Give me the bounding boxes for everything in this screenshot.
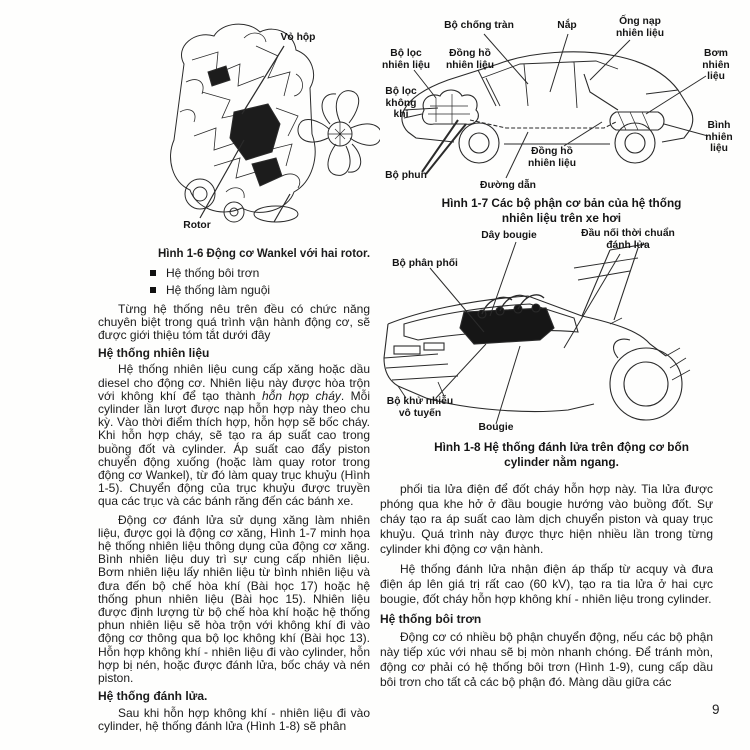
paragraph-fuel-post: . Mỗi cylinder lần lượt được nạp hỗn hợp này theo chu kỳ. Vào thời điểm thích hợp, hỗn hợp sẽ bốc cháy. Khi hỗn hợp cháy, sẽ tạo ra áp suất cao trong buồng đốt và cylinder. Áp suất cao đẩy piston chuyển động xuống (hoặc làm quay rotor trong động cơ Wankel), từ đó làm quay trục khuỷu (Hình 1-5). Chuyển động của trục khuỷu được truyền qua các trục và các bánh răng đến các bánh xe. <box>98 388 370 509</box>
figure-1-6-caption: Hình 1-6 Động cơ Wankel với hai rotor. <box>158 248 371 260</box>
bullet-text: Hệ thống bôi trơn <box>166 266 260 281</box>
square-bullet-icon <box>150 270 156 276</box>
heading-ignition-system: Hệ thống đánh lửa. <box>98 689 208 704</box>
label-dau-noi-thoi-chuan: Đầu nối thời chuẩn đánh lửa <box>581 228 675 251</box>
figure-ignition-system-car <box>378 228 745 478</box>
label-bo-phan-phoi: Bộ phân phối <box>392 258 458 269</box>
figure-1-8-caption <box>378 440 745 469</box>
label-binh-nhien-lieu: Bình nhiên liệu <box>705 120 733 154</box>
label-day-bougie: Dây bougie <box>481 230 537 241</box>
figure-fuel-system-car <box>378 14 745 226</box>
label-nap: Nắp <box>557 20 577 31</box>
page-number: 9 <box>712 702 720 717</box>
label-rotor: Rotor <box>183 220 211 231</box>
label-bougie: Bougie <box>478 422 514 433</box>
label-bo-khu-nhieu: Bộ khử nhiễu vô tuyến <box>386 396 454 419</box>
wankel-engine-drawing <box>156 16 380 246</box>
heading-fuel-system: Hệ thống nhiên liệu <box>98 346 210 361</box>
square-bullet-icon <box>150 287 156 293</box>
paragraph-gasoline-engine: Động cơ đánh lửa sử dụng xăng làm nhiên liệu, được gọi là động cơ xăng, Hình 1-7 minh họa hệ thống nhiên liệu thông dụng của động cơ xăng. Bình nhiên liệu duy trì sự cung cấp nhiên liệu. Bơm nhiên liệu lấy nhiên liệu từ bình nhiên liệu và đưa đến bộ chế hòa khí (Bài học 17) hoặc hệ thống phun nhiên liệu (Bài học 15). Nhiên liệu được định lượng từ bộ chế hòa khí hoặc hệ thống phun nhiên liệu sẽ hòa trộn với không khí đi vào động cơ thông qua bộ lọc không khí (Bài học 13). Hỗn hợp không khí - nhiên liệu đi vào cylinder, hỗn hợp bị nén, hoặc được đánh lửa, bốc cháy và nén piston. <box>98 512 370 686</box>
list-item <box>150 284 370 297</box>
paragraph-fuel-system <box>98 363 370 508</box>
paragraph-ignition: Sau khi hỗn hợp không khí - nhiên liệu đi vào cylinder, hệ thống đánh lửa (Hình 1-8) sẽ phân <box>98 705 370 733</box>
list-item <box>150 267 370 280</box>
right-column <box>380 482 713 690</box>
caption-line: cylinder nằm ngang. <box>504 454 619 469</box>
label-bo-phun: Bộ phun <box>385 170 427 181</box>
paragraph-fuel-pre: Hệ thống nhiên liệu cung cấp xăng hoặc dầu diesel cho động cơ. Nhiên liệu này được hòa trộn với không khí để tạo thành <box>98 362 370 403</box>
label-bo-chong-tran: Bộ chống tràn <box>444 20 514 31</box>
paragraph-intro: Từng hệ thống nêu trên đều có chức năng chuyên biệt trong quá trình vận hành động cơ, sẽ được giới thiệu tóm tắt dưới đây <box>98 301 370 343</box>
heading-lubrication-system: Hệ thống bôi trơn <box>380 612 482 626</box>
paragraph-fuel-italic-term: hỗn hợp cháy <box>262 388 341 403</box>
figure-1-7-caption <box>378 196 745 225</box>
caption-line: Hình 1-7 Các bộ phận cơ bản của hệ thống <box>441 196 682 210</box>
paragraph-lubrication: Động cơ có nhiều bộ phận chuyển động, nếu các bộ phận này tiếp xúc với nhau sẽ bị mòn nhanh chóng. Để tránh mòn, động cơ phải có hệ thống bôi trơn (Hình 1-9), cung cấp dầu bôi trơn cho tất cả các bộ phận đó. Màng dầu giữa các <box>380 630 713 689</box>
caption-line: Hình 1-8 Hệ thống đánh lửa trên động cơ bốn <box>434 440 689 454</box>
label-ong-nap-nhien-lieu: Ống nạp nhiên liệu <box>615 16 665 39</box>
paragraph-high-voltage: Hệ thống đánh lửa nhận điện áp thấp từ acquy và đưa điện áp lên giá trị rất cao (60 kV), tạo ra tia lửa ở hai cực bougie, đốt cháy hỗn hợp không khí - nhiên liệu trong cylinder. <box>380 562 713 606</box>
bullet-text: Hệ thống làm nguội <box>166 283 271 298</box>
label-bo-loc-nhien-lieu: Bộ lọc nhiên liệu <box>381 48 431 71</box>
label-dong-ho-nhien-lieu-bottom: Đồng hồ nhiên liệu <box>527 146 577 169</box>
label-vo-hop: Vỏ hộp <box>280 32 316 43</box>
label-bom-nhien-lieu: Bơm nhiên liệu <box>702 48 730 82</box>
caption-line: nhiên liệu trên xe hơi <box>501 210 622 225</box>
paragraph-spark-distribution: phối tia lửa điện để đốt cháy hỗn hợp này. Tia lửa được phóng qua khe hở ở đầu bougie hướng vào buồng đốt. Sự cháy tạo ra áp suất cao làm dịch chuyển piston và quay trục khuỷu. Quá trình này được thực hiện nhiều lần trong từng cylinder khi động cơ vận hành. <box>380 482 713 556</box>
figure-wankel-engine <box>156 16 380 246</box>
label-duong-dan: Đường dẫn <box>480 180 536 191</box>
left-column <box>98 248 370 733</box>
label-bo-loc-khong-khi: Bộ lọc không khí <box>385 86 417 120</box>
system-bullet-list <box>150 267 370 297</box>
label-dong-ho-nhien-lieu-top: Đồng hồ nhiên liệu <box>445 48 495 71</box>
